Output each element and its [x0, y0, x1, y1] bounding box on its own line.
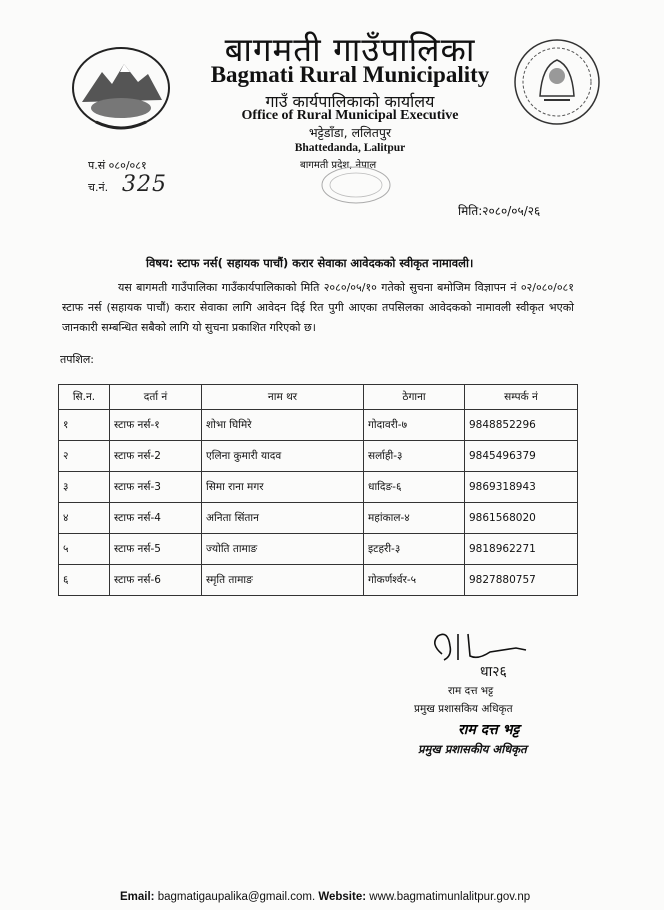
letter-body: यस बागमती गाउँपालिका गाउँकार्यपालिकाको मिति २०८०/०५/१० गतेको सुचना बमोजिम विज्ञापन नं ०२/०८०/०८१ स्टाफ नर्स (सहायक पाचौं) करार सेवाका लागि आवेदन दिई रित पुगी आएका तपसिलका आवेदकको नामावली स्वीकृत भएको जानकारी सम्बन्धित सबैको लागि यो सुचना प्रकाशित गरिएको छ।: [62, 281, 574, 334]
cell-registration: स्टाफ नर्स-१: [110, 410, 202, 441]
place-np: भट्टेडाँडा, ललितपुर: [308, 125, 392, 140]
cell-contact: 9869318943: [465, 472, 578, 503]
office-stamp: [318, 164, 394, 206]
table-row: [59, 472, 578, 503]
cell-contact: 9818962271: [465, 534, 578, 565]
cell-contact: 9827880757: [465, 565, 578, 596]
header-address: ठेगाना: [364, 385, 465, 410]
signature-note: धा२६: [480, 664, 507, 680]
cell-address: गोकर्णर्श्वर-५: [364, 565, 465, 596]
cell-address: गोदावरी-७: [364, 410, 465, 441]
cell-name: स्मृति तामाङ: [202, 565, 364, 596]
cell-name: सिमा राना मगर: [202, 472, 364, 503]
cell-registration: स्टाफ नर्स-4: [110, 503, 202, 534]
signatory-name: राम दत्त भट्ट: [448, 685, 494, 697]
header-contact: सम्पर्क नं: [465, 385, 578, 410]
place-en: Bhattedanda, Lalitpur: [294, 142, 406, 154]
cell-registration: स्टाफ नर्स-2: [110, 441, 202, 472]
municipality-name-en: Bagmati Rural Municipality: [210, 62, 490, 87]
table-row: [59, 503, 578, 534]
header-registration: दर्ता नं: [110, 385, 202, 410]
cell-registration: स्टाफ नर्स-6: [110, 565, 202, 596]
table-row: [59, 565, 578, 596]
signatory-title: प्रमुख प्रशासकिय अधिकृत: [414, 703, 513, 715]
cell-address: धादिङ-६: [364, 472, 465, 503]
municipality-name-np: बागमती गाउँपालिका: [224, 30, 476, 69]
seal-name: राम दत्त भट्ट: [458, 722, 520, 738]
letter-date: मिति:२०८०/०५/२६: [458, 204, 541, 218]
applicant-table: [58, 384, 578, 596]
footer-website-label: Website:: [318, 891, 367, 903]
footer-email-label: Email:: [120, 891, 155, 903]
cell-serial: १: [59, 410, 110, 441]
cell-address: महांकाल-४: [364, 503, 465, 534]
cell-serial: ५: [59, 534, 110, 565]
cell-serial: ३: [59, 472, 110, 503]
cell-contact: 9848852296: [465, 410, 578, 441]
cell-serial: २: [59, 441, 110, 472]
header-serial: सि.न.: [59, 385, 110, 410]
cell-registration: स्टाफ नर्स-5: [110, 534, 202, 565]
cell-address: इटहरी-३: [364, 534, 465, 565]
cell-serial: ४: [59, 503, 110, 534]
table-row: [59, 441, 578, 472]
letter-subject: विषय: स्टाफ नर्स( सहायक पाचौं) करार सेवाका आवेदकको स्वीकृत नामावली।: [146, 256, 474, 270]
province-np: बागमती प्रदेश, नेपाल: [300, 160, 377, 171]
cell-name: ज्योति तामाङ: [202, 534, 364, 565]
details-label: तपशिल:: [60, 353, 95, 366]
cell-contact: 9861568020: [465, 503, 578, 534]
office-name-en: Office of Rural Municipal Executive: [241, 108, 459, 123]
footer-email: bagmatigaupalika@gmail.com.: [157, 891, 316, 903]
cell-name: एलिना कुमारी यादव: [202, 441, 364, 472]
cell-name: शोभा घिमिरे: [202, 410, 364, 441]
table-header-row: [59, 385, 578, 410]
cell-name: अनिता सिंतान: [202, 503, 364, 534]
cell-registration: स्टाफ नर्स-3: [110, 472, 202, 503]
cell-contact: 9845496379: [465, 441, 578, 472]
table-row: [59, 410, 578, 441]
cell-address: सर्लाही-३: [364, 441, 465, 472]
dispatch-number-label: च.नं.: [88, 181, 109, 194]
footer-contact: [120, 891, 530, 903]
footer-website: www.bagmatimunlalitpur.gov.np: [369, 891, 531, 903]
office-name-np: गाउँ कार्यपालिकाको कार्यालय: [265, 92, 435, 111]
handwritten-signature: [424, 626, 534, 682]
letter-reference-number: प.सं ०८०/०८१: [88, 159, 147, 172]
header-name: नाम थर: [202, 385, 364, 410]
table-row: [59, 534, 578, 565]
dispatch-number-value: 325: [122, 172, 167, 197]
cell-serial: ६: [59, 565, 110, 596]
seal-title: प्रमुख प्रशासकीय अधिकृत: [418, 742, 527, 756]
